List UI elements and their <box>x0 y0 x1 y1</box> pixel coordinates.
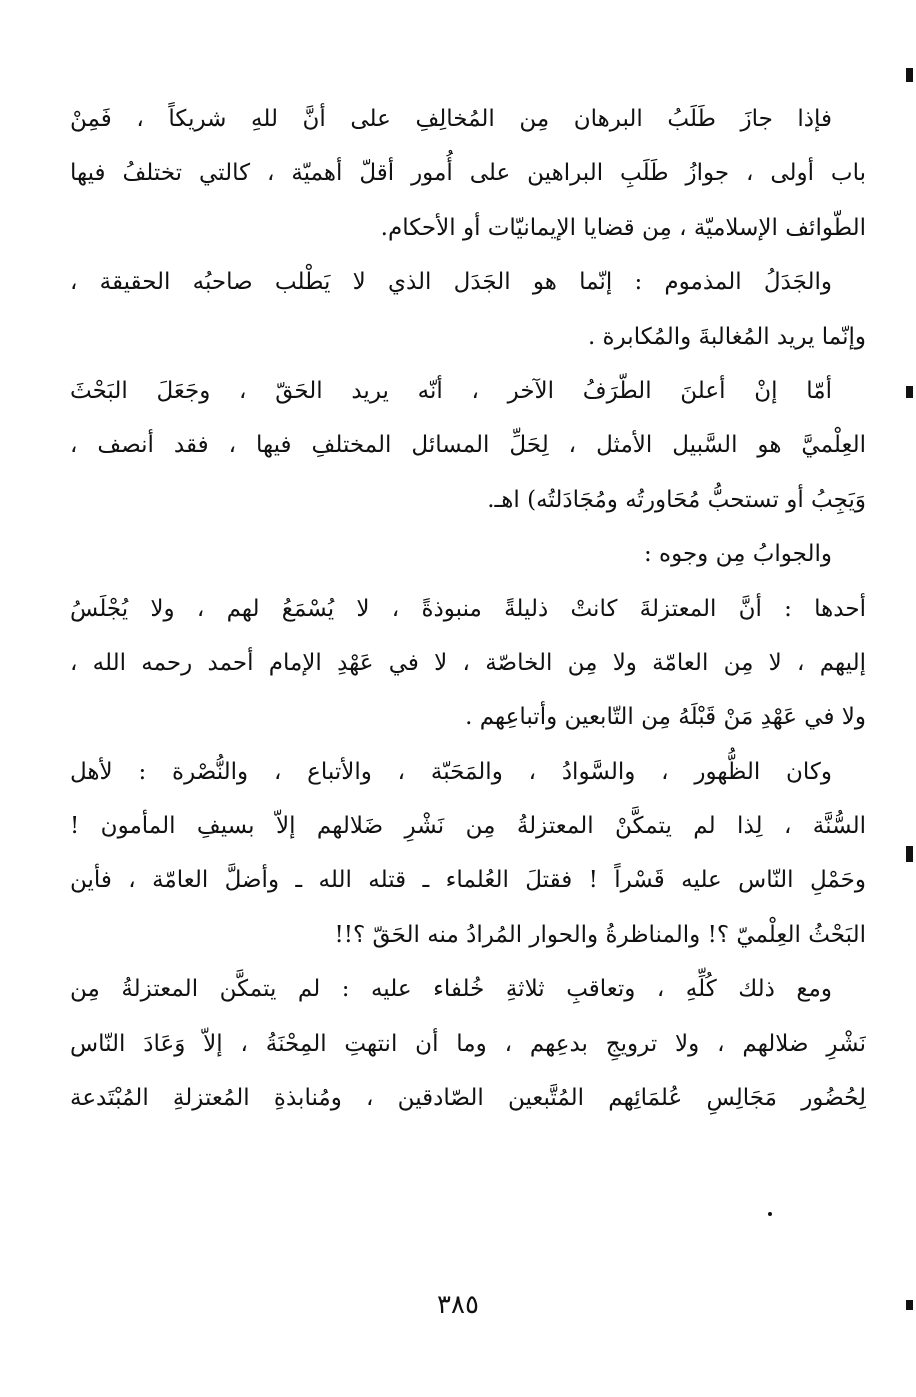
text-line-15: وحَمْلِ النّاس عليه قَسْراً ! فقتلَ العُلماء ـ قتله الله ـ وأضلَّ العامّة ، فأين <box>70 867 866 894</box>
text-line-17: ومع ذلك كُلِّهِ ، وتعاقبِ ثلاثةِ خُلفاء عليه : لم يتمكَّن المعتزلةُ مِن <box>70 976 832 1003</box>
scan-edge-mark <box>906 846 913 862</box>
text-line-13: وكان الظُّهور ، والسَّوادُ ، والمَحَبّة ، والأتباع ، والنُّصْرة : لأهل <box>70 758 832 785</box>
page-number: ٣٨٥ <box>437 1290 479 1320</box>
page-body <box>70 92 866 1125</box>
text-line-6: أمّا إنْ أعلنَ الطّرَفُ الآخر ، أنّه يريد الحَقّ ، وجَعَلَ البَحْثَ <box>70 377 832 404</box>
text-line-14: السُّنَّة ، لِذا لم يتمكَّنْ المعتزلةُ مِن نَشْرِ ضَلالهم إلاّ بسيفِ المأمون ! <box>70 813 866 840</box>
text-line-19: لِحُضُور مَجَالِسِ عُلمَائِهم المُتَّبعين الصّادقين ، ومُنابذةِ المُعتزلةِ المُبْتَدعة <box>70 1085 866 1112</box>
text-line-5: وإنّما يريد المُغالبةَ والمُكابرة . <box>587 323 866 350</box>
text-line-11: إليهم ، لا مِن العامّة ولا مِن الخاصّة ، لا في عَهْدِ الإمام أحمد رحمه الله ، <box>70 649 866 676</box>
text-line-2: باب أولى ، جوازُ طَلَبِ البراهين على أُمور أقلّ أهميّة ، كالتي تختلفُ فيها <box>70 160 866 187</box>
text-line-1: فإذا جازَ طَلَبُ البرهان مِن المُخالِفِ على أنَّ للهِ شريكاً ، فَمِنْ <box>70 106 832 132</box>
scan-edge-mark <box>906 1300 913 1310</box>
text-line-9: والجوابُ مِن وجوه : <box>643 541 832 568</box>
scan-edge-mark <box>906 68 913 82</box>
text-line-16: البَحْثُ العِلْميّ ؟! والمناظرةُ والحوار المُرادُ منه الحَقّ ؟!! <box>334 921 866 948</box>
stray-dot <box>768 1212 772 1216</box>
text-line-10: أحدها : أنَّ المعتزلةَ كانتْ ذليلةً منبوذةً ، لا يُسْمَعُ لهم ، ولا يُجْلَسُ <box>70 595 866 622</box>
scan-edge-mark <box>906 386 913 398</box>
text-line-12: ولا في عَهْدِ مَنْ قَبْلَهُ مِن التّابعين وأتباعِهم . <box>465 704 866 731</box>
text-line-4: والجَدَلُ المذموم : إنّما هو الجَدَل الذي لا يَطْلب صاحبُه الحقيقة ، <box>70 269 832 296</box>
text-line-3: الطّوائف الإسلاميّة ، مِن قضايا الإيمانيّات أو الأحكام. <box>380 214 866 241</box>
text-line-7: العِلْميَّ هو السَّبيل الأمثل ، لِحَلِّ المسائل المختلفِ فيها ، فقد أنصف ، <box>70 432 866 459</box>
text-line-18: نَشْرِ ضلالهم ، ولا ترويجِ بدعِهم ، وما أن انتهتِ المِحْنَةُ ، إلاّ وَعَادَ النّاس <box>70 1030 866 1057</box>
text-line-8: وَيَجِبُ أو تستحبُّ مُحَاورتُه ومُجَادَلتُه) اهـ. <box>487 486 866 513</box>
